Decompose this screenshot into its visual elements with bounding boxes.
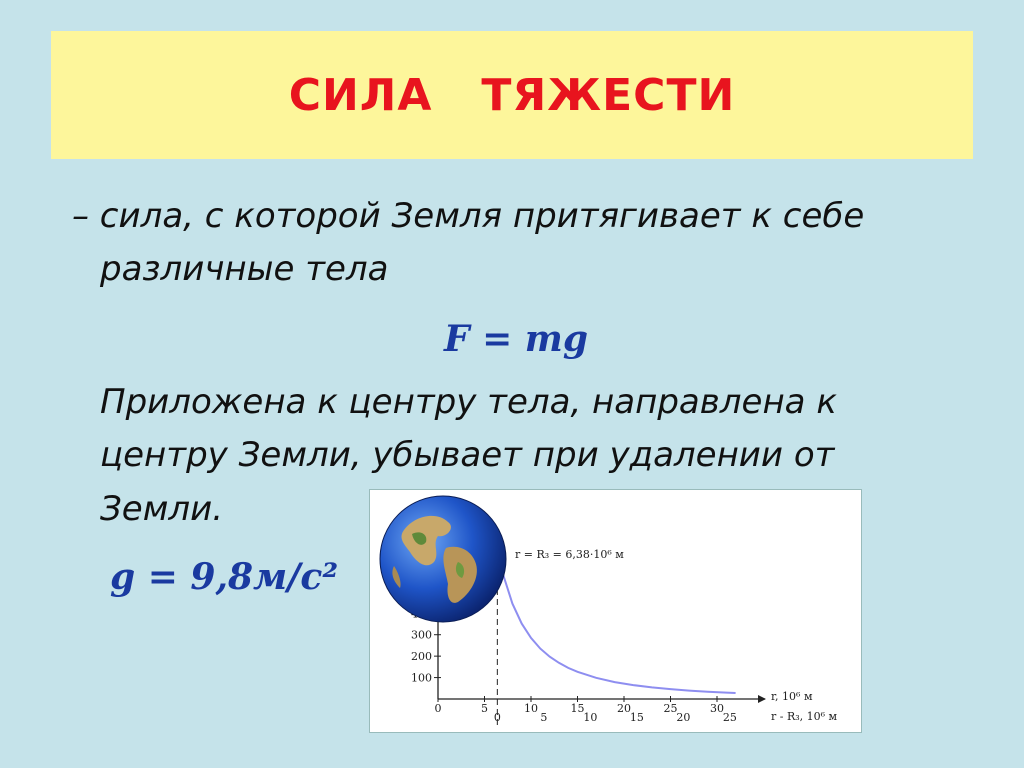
x-axis-arrow [758,695,766,703]
x-tick-label: 25 [663,702,678,715]
x-tick-label: 30 [710,702,724,715]
x2-tick-label: 5 [540,711,548,724]
y-tick-label: 300 [411,628,432,642]
x2-tick-label: 10 [583,711,598,724]
x2-tick-label: 25 [722,711,737,724]
formula-g: g = 9,8м/с² [110,556,339,598]
properties-line-2: центру Земли, убывает при удалении от [100,435,835,475]
definition-line-1: – сила, с которой Земля притягивает к себе [72,196,865,236]
definition-line-2: различные тела [100,249,389,289]
x2-tick-label: 20 [676,711,691,724]
r3-annotation: r = R₃ = 6,38·10⁶ м [515,548,624,561]
x-tick-label: 10 [524,702,538,715]
y-tick-label: 100 [411,671,432,685]
x2-axis-label: r - R₃, 10⁶ м [771,710,838,723]
earth-globe-icon [376,492,510,626]
x-tick-label: 5 [481,702,488,715]
x2-tick-label: 15 [629,711,644,724]
title-banner [51,31,973,159]
y-tick-label: 200 [411,650,432,664]
properties-line-1: Приложена к центру тела, направлена к [100,382,837,422]
x2-tick-label: 0 [493,711,501,724]
page-title: СИЛА ТЯЖЕСТИ [288,69,736,121]
formula-main: F = mg [444,318,589,360]
x-axis-label: r, 10⁶ м [771,690,813,703]
x-tick-label: 15 [570,702,585,715]
x-tick-label: 20 [617,702,631,715]
properties-line-3: Земли. [100,489,224,529]
gravity-curve [497,549,735,693]
x-tick-label: 0 [434,702,442,715]
